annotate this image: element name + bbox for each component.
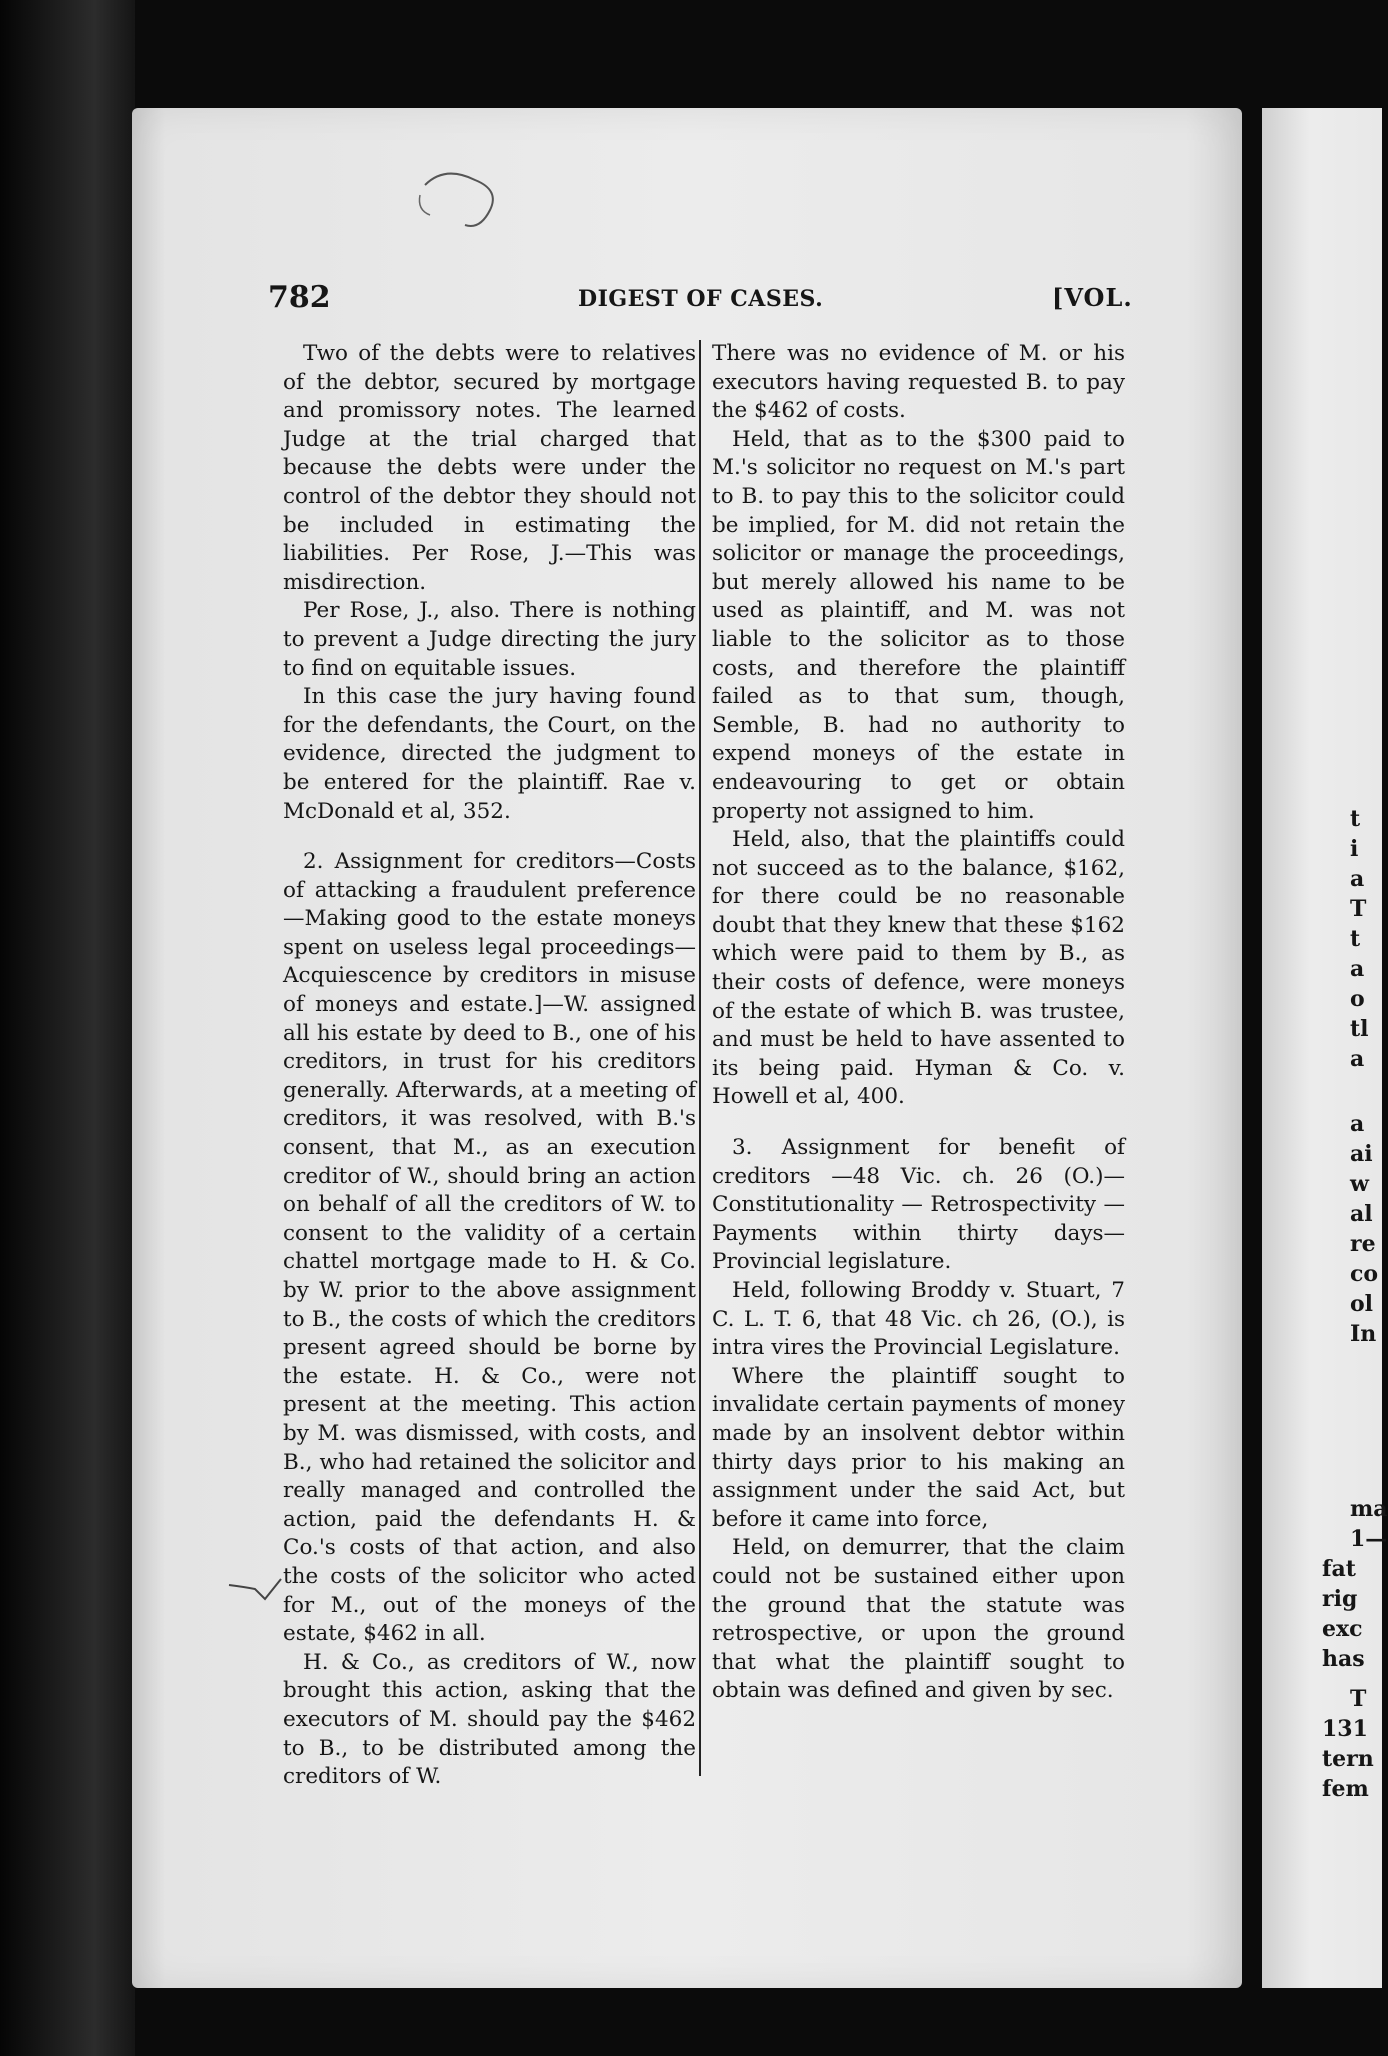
adjacent-page-fragment: ol — [1350, 1291, 1374, 1317]
adjacent-page-fragment: fem — [1322, 1776, 1369, 1802]
adjacent-page-fragment: w — [1350, 1171, 1369, 1197]
volume-label: [VOL. — [1052, 283, 1133, 312]
paragraph: Held, on demurrer, that the claim could not be sustained either upon the ground that the statute was retrospective, or upon the ground that what the plaintiff sought to obtain was defined and given by sec. — [712, 1535, 1125, 1704]
margin-tick-icon — [225, 1575, 285, 1605]
paragraph: Two of the debts were to relatives of the debtor, secured by mortgage and promissory notes. The learned Judge at the trial charged that because the debts were under the control of the debtor they should not be included in estimating the liabilities. Per Rose, J.—This was misdirection. — [283, 341, 696, 595]
adjacent-page-fragment: co — [1350, 1261, 1379, 1287]
paragraph: Where the plaintiff sought to invalidate certain payments of money made by an insolvent debtor within thirty days prior to his making an assignment under the said Act, but before it came into force, — [712, 1363, 1125, 1532]
paragraph: H. & Co., as creditors of W., now brought this action, asking that the executors of M. should pay the $462 to B., to be distributed among the creditors of W. — [283, 1649, 696, 1790]
adjacent-page-fragment: rig — [1322, 1586, 1358, 1612]
adjacent-page-fragment: 1— — [1350, 1526, 1388, 1552]
adjacent-page-fragment: tl — [1350, 1016, 1369, 1042]
adjacent-page-fragment: re — [1350, 1231, 1376, 1257]
adjacent-page-fragment: o — [1350, 986, 1365, 1012]
adjacent-page-fragment: exc — [1322, 1616, 1363, 1642]
pencil-scribble-icon — [405, 155, 515, 245]
case-entry-3: 3. Assignment for benefit of creditors —48 Vic. ch. 26 (O.)—Constitutionality — Retrospectivity — Payments within thirty days—Provincial legislature. — [712, 1135, 1125, 1275]
adjacent-page-fragment: In — [1350, 1321, 1377, 1347]
adjacent-page-fragment: a — [1350, 1046, 1365, 1072]
adjacent-page-fragment: T — [1350, 1686, 1367, 1712]
adjacent-page-fragment: a — [1350, 956, 1365, 982]
adjacent-page-fragment: t — [1350, 806, 1361, 832]
adjacent-page-fragment: 131 — [1322, 1716, 1368, 1742]
paragraph: Held, also, that the plaintiffs could not succeed as to the balance, $162, for there could be no reasonable doubt that they knew that these $162 which were paid to them by B., as their costs of defence, were moneys of the estate of which B. was trustee, and must be held to have assented to its being paid. Hyman & Co. v. Howell et al, 400. — [712, 827, 1125, 1110]
left-column — [283, 340, 696, 1792]
adjacent-page-fragment: i — [1350, 836, 1359, 862]
paragraph: In this case the jury having found for the defendants, the Court, on the evidence, directed the judgment to be entered for the plaintiff. Rae v. McDonald et al, 352. — [283, 684, 696, 824]
page-title: DIGEST OF CASES. — [578, 286, 824, 312]
adjacent-page-fragment: t — [1350, 926, 1361, 952]
adjacent-page-fragment: has — [1322, 1646, 1365, 1672]
adjacent-page-fragment: fat — [1322, 1556, 1356, 1582]
paragraph: Per Rose, J., also. There is nothing to prevent a Judge directing the jury to find on equitable issues. — [283, 598, 696, 681]
case-entry-2: 2. Assignment for creditors—Costs of attacking a fraudulent preference —Making good to the estate moneys spent on useless legal proceedings— Acquiescence by creditors in misuse of moneys and estate.]—W. assigned all his estate by deed to B., one of his creditors, in trust for his creditors generally. Afterwards, at a meeting of creditors, it was resolved, with B.'s consent, that M., as an execution creditor of W., should bring an action on behalf of all the creditors of W. to consent to the validity of a certain chattel mortgage made to H. & Co. by W. prior to the above assignment to B., the costs of which the creditors present agreed should be borne by the estate. H. & Co., were not present at the meeting. This action by M. was dismissed, with costs, and B., who had retained the solicitor and really managed and controlled the action, paid the defendants H. & Co.'s costs of that action, and also the costs of the solicitor who acted for M., out of the moneys of the estate, $462 in all. — [283, 849, 696, 1647]
adjacent-page-fragment: a — [1350, 866, 1365, 892]
adjacent-page-fragment: ai — [1350, 1141, 1373, 1167]
adjacent-page-fragment: T — [1350, 896, 1367, 922]
adjacent-page-fragment: ma — [1350, 1496, 1388, 1522]
adjacent-page-fragment: a — [1350, 1111, 1365, 1137]
book-binding — [0, 0, 135, 2056]
paragraph: Held, that as to the $300 paid to M.'s solicitor no request on M.'s part to B. to pay this to the solicitor could be implied, for M. did not retain the solicitor or manage the proceedings, but merely allowed his name to be used as plaintiff, and M. was not liable to the solicitor as to those costs, and therefore the plaintiff failed as to that sum, though, Semble, B. had no authority to expend moneys of the estate in endeavouring to get or obtain property not assigned to him. — [712, 426, 1125, 824]
paragraph: Held, following Broddy v. Stuart, 7 C. L. T. 6, that 48 Vic. ch 26, (O.), is intra vires the Provincial Legislature. — [712, 1278, 1125, 1361]
paragraph: There was no evidence of M. or his executors having requested B. to pay the $462 of costs. — [712, 341, 1125, 424]
adjacent-page-fragment: tern — [1322, 1746, 1374, 1772]
right-column — [712, 340, 1125, 1706]
page-number: 782 — [268, 280, 331, 315]
adjacent-page-fragment: al — [1350, 1201, 1373, 1227]
column-divider — [699, 340, 701, 1776]
